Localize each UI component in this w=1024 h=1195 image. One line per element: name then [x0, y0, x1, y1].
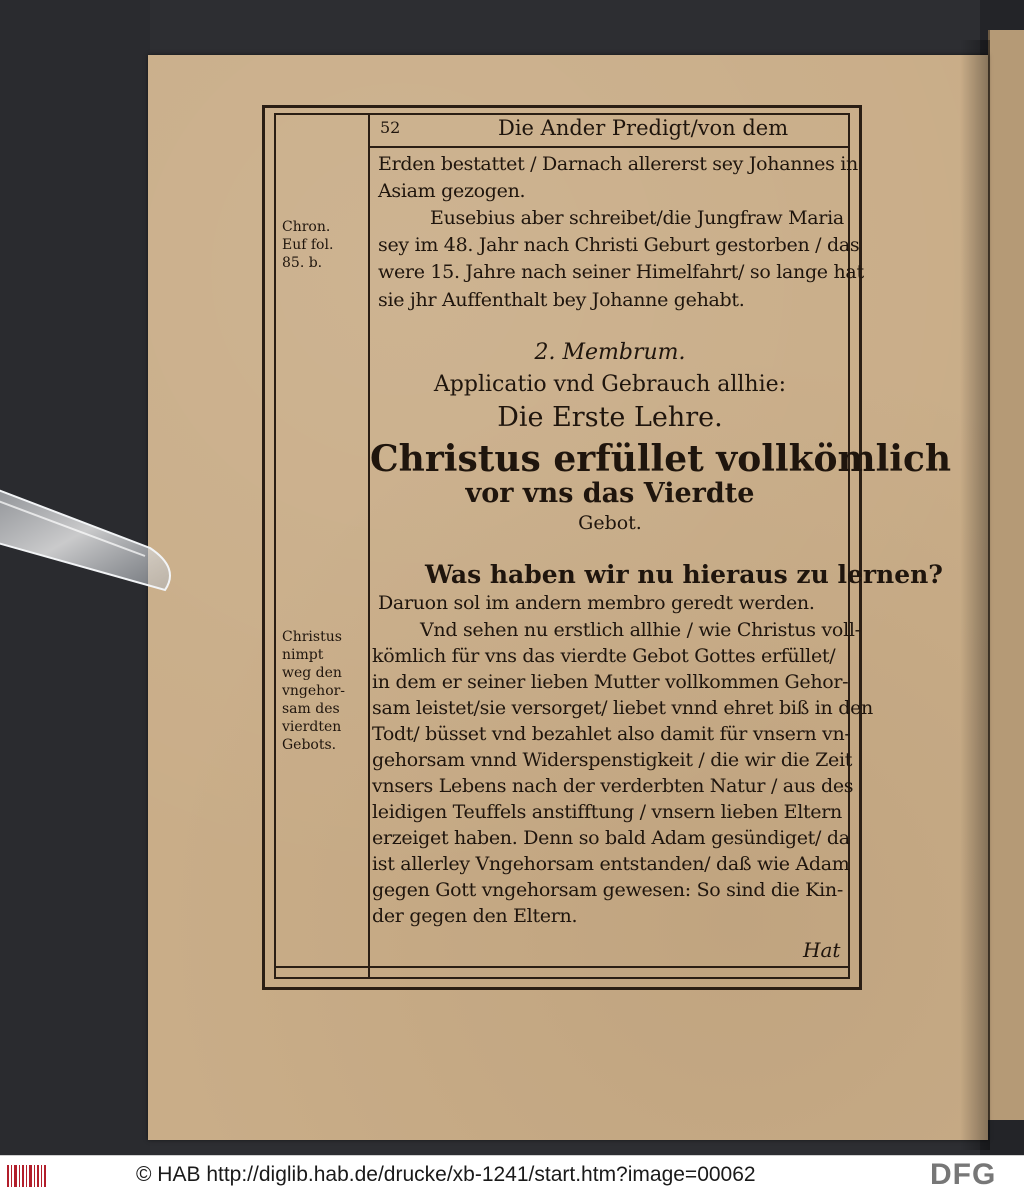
copyright-link[interactable]: © HAB http://diglib.hab.de/drucke/xb-1241/start.htm?image=00062 — [136, 1163, 756, 1186]
text-line: leidigen Teuffels anstifftung / vnsern lieben Eltern — [372, 801, 842, 823]
margin-rule — [368, 113, 370, 979]
margin-note-line: Gebots. — [282, 737, 337, 753]
margin-note-line: sam des — [282, 701, 340, 717]
running-head: Die Ander Predigt/von dem — [498, 116, 789, 140]
facing-page-edge — [988, 30, 1024, 1120]
footer-rule — [274, 966, 850, 968]
text-line: Todt/ büsset vnd bezahlet also damit für vnsern vn- — [372, 723, 851, 745]
erste-lehre-heading: Die Erste Lehre. — [497, 402, 723, 433]
text-line: kömlich für vns das vierdte Gebot Gottes erfüllet/ — [372, 645, 836, 667]
text-line: sam leistet/sie versorget/ liebet vnnd ehret biß in den — [372, 697, 873, 719]
text-line: Eusebius aber schreibet/die Jungfraw Maria — [430, 207, 844, 229]
margin-note-line: Euf fol. — [282, 237, 334, 253]
text-line: ist allerley Vngehorsam entstanden/ daß wie Adam — [372, 853, 850, 875]
page-number: 52 — [380, 118, 401, 137]
glass-wedge-icon — [0, 478, 190, 598]
gebot-heading: Gebot. — [578, 512, 642, 534]
text-line: Daruon sol im andern membro geredt werden. — [378, 592, 815, 614]
margin-note-line: nimpt — [282, 647, 324, 663]
text-line: gehorsam vnnd Widerspenstigkeit / die wir die Zeit — [372, 749, 853, 771]
margin-note-line: Chron. — [282, 219, 331, 235]
text-line: Asiam gezogen. — [378, 180, 526, 202]
margin-note-line: vngehor- — [282, 683, 346, 699]
text-line: vnsers Lebens nach der verderbten Natur / aus des — [372, 775, 854, 797]
text-line: sie jhr Auffenthalt bey Johanne gehabt. — [378, 289, 745, 311]
christus-heading: Christus erfüllet vollkömlich — [370, 438, 952, 480]
dfg-logo: DFG — [930, 1158, 997, 1191]
text-line: in dem er seiner lieben Mutter vollkommen Gehor- — [372, 671, 849, 693]
text-line: Vnd sehen nu erstlich allhie / wie Christus voll- — [420, 619, 861, 641]
membrum-heading: 2. Membrum. — [534, 340, 686, 365]
footer-bar — [0, 1155, 1024, 1195]
margin-note-line: Christus — [282, 629, 342, 645]
text-line: sey im 48. Jahr nach Christi Geburt gestorben / das — [378, 234, 860, 256]
vor-heading: vor vns das Vierdte — [465, 478, 755, 509]
header-rule — [370, 146, 850, 148]
catchword: Hat — [803, 938, 841, 962]
question-heading: Was haben wir nu hieraus zu lernen? — [425, 560, 943, 589]
text-line: Erden bestattet / Darnach allererst sey Johannes in — [378, 153, 858, 175]
text-line: gegen Gott vngehorsam gewesen: So sind die Kin- — [372, 879, 843, 901]
text-line: erzeiget haben. Denn so bald Adam gesündiget/ da — [372, 827, 850, 849]
page-fold-shadow — [960, 40, 990, 1150]
barcode-icon — [6, 1162, 48, 1190]
margin-note-line: 85. b. — [282, 255, 323, 271]
margin-note-line: weg den — [282, 665, 342, 681]
applicatio-heading: Applicatio vnd Gebrauch allhie: — [433, 372, 787, 397]
text-line: der gegen den Eltern. — [372, 905, 578, 927]
margin-note-line: vierdten — [282, 719, 342, 735]
text-line: were 15. Jahre nach seiner Himelfahrt/ so lange hat — [378, 261, 864, 283]
